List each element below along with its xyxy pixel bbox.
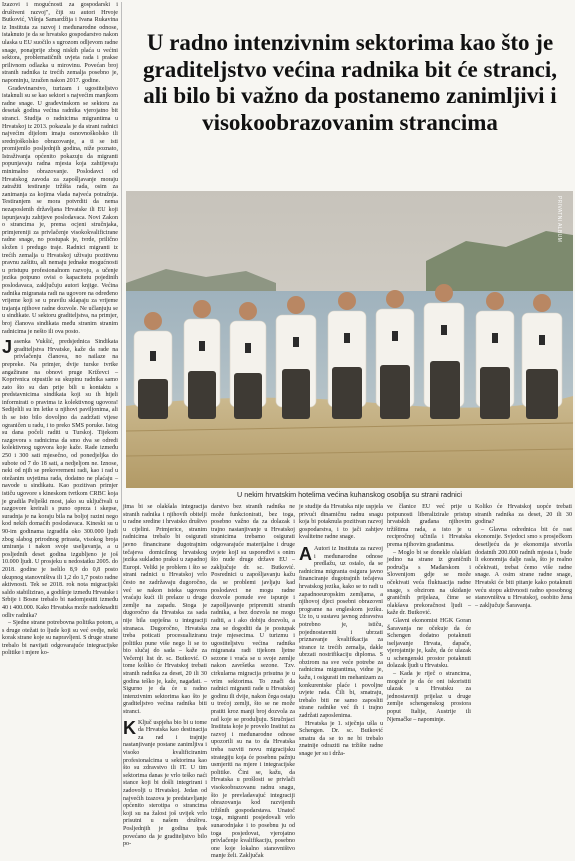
column-paragraph: – Moglo bi se donekle olakšati jedino na strane iz graničnih područja s Mađarskom i Slovenijom gdje se može očekivati veća fluktuacija radne snage, s obzirom na ukidanje graničnih prijelaza, čime se olakšava prekoračnost ljudi – kaže dr. Butković. (387, 549, 471, 617)
column-paragraph: ve članice EU već prije u potpunosti liberalizirale pristup hrvatskih građana njihovim tržištima rada, a isto je u recipročnoj učinila i Hrvatska prema njihovim građanima. (387, 504, 471, 548)
photo-caption: U nekim hrvatskim hotelima većina kuhanskog osoblja su strani radnici (237, 490, 462, 499)
column-paragraph: – Kada je riječ o strancima, moguće je da će oni iskoristiti ulazak u Hrvatsku za jednostavniji prijelaz u druge zemlje schengenskog prostora poput Italije, Austrije ili Njemačke – napominje. (387, 671, 471, 723)
text-column-2 (211, 504, 295, 860)
left-paragraph: – Sjedne strane potrebovna politika potom, a s druge otežati to ljude koji su već ovdje, neki korak strane koje su napravljeni. S druge strane trebalo bi navijati odgovarajuće integracijske politike i mjere ko- (2, 620, 118, 657)
column-paragraph-text: Autori iz Instituta za razvoj i međunarodne odnose predlažu, uz ostalo, da se radnicima migranta osigura javno financiranje dugotrajnih tečajeva hrvatskog jezika, kako se to radi u zapadnoeuropskim zemljama, a njihovoj djeci posebni obrazovni programe na engleskom jeziku. Uz to, u sustavu javnog zdravstva potrebno je, ističu, pojednostavniti i ubrzati priznavanje kvalifikacija za strance iz trećih zemalja, dakle ubrzati nostrifikaciju diploma. S obzirom na sve veće potrebe za radnicima migrantima, vidne je, kažu, i osigurati im mehanizam za konkurentske plaće i povoljne uvjete rada. Čili bi, smatraju, trebalo biti ne samo zaposliti strane radnike već ih i trajno zadržati zaposlenima. (299, 545, 383, 720)
column-paragraph: Koliko će Hrvatskoj uopće trebati stranih radnika za deset, 20 ili 30 godina? (475, 504, 572, 526)
column-paragraph: je studije da Hrvatska nije uspjela privući dinamičnu radnu snagu koja bi potaknula pozitivan razvoj gospodarstva, i to jači zahtjev kvalitetne radne snage. (299, 504, 383, 541)
column-paragraph: Glavni ekonomist HGK Goran Šaravanja ne očekuje da će Schengen dodatno potaknuti iseljavanje Hrvata, dapače, vjerojatnije je, kaže, da će ulazak u schengenski prostor potaknuti dolazak ljudi u Hrvatsku. (387, 617, 471, 670)
left-paragraph-text: asenka Vukšić, predsjednica Sindikata graditeljstva Hrvatske, kaže da rade na privlačenju članova, no nailaze na prepreke. Na primjer, dvije turske tvrtke angažirane na obnovi pruge Križevci – Koprivnica otpustile su skupinu radnika samo zato što su dan prije bili u kontaktu s predstavnicima sindikata koji su ih htjeli informirati o pravima iz kolektivnog ugovora! Sedijelili su im letke u njihovi paviljonima, ali ih se isto bilo dovoljno da zadržati vijese ograničen u radu, i to preko SMS poruke. Istog su dana počeli raditi u Turskoj. Tijekom razgovora s radnicima da smo dva se odredi kolektivnog ugovora koje kaže. Rade između 250 i 300 sati mjesečno, od ponedjeljka do subote od 7 do 18 sati, a nedjeljom ne. Iznose, neki od njih se prekovremeni radi, kao i rad u otežanim uvjetima rada, dodatno ne plaćaju – navode u sindikatu. Kao pozitivan primjer ističu ugovore s kineskom tvrtkom CRBC koja je gradila Pelješki most, jako su uključivali u razgovore kreirali s puno opreza i skepse, suradnja je na koraju bila na boljoj razini nego kod nekih domaćih poslodavaca. Kineski su u 90-im godinama izgradila oko 300.000 ljudi zbog slabog prirodnog prirasta, visokog broja umiranja i nakon svoje useljavanja, a u posljednih deset godina izgubljeno je još 10.000 ljudi. U prosjeku u nedostatku 2005. do 2018. godine je iselilo 8,9 do 0,8 posto ukupnog stanovništva ili 1,2 do 1,7 posto radne aktivnosti. Tek se 2018. rok nota migracijski saldo stabilizirao, a godišnje između Hrvatske i Srbije i Bosne trebalo bi nadomjestiti između 40 i 400.000. Kako Hrvatska može nadoknaditi odliv radnika? (2, 339, 118, 619)
column-paragraph-text: Ključ uspjeha bio bi u tome da Hrvatska kao destinacija za rad i trajnije nastanjivanje postane zanimljiva i visoko kvalificiranim profesionalcima u sektorima kao što su zdravstvo ili IT. U tim sektorima danas je vrlo teško naći stance koji bi došli integrirani i zadovolji u Hrvatskoj. Jedan od najvećih izazova je predstavljanje općenito sterotipa o strancima koji su na žalost još uvijek vrlo prisutni u našem društvu. Posljednjih je godina ipak povećano da je graditeljstvo bilo po- (123, 719, 207, 848)
left-paragraph: Izazovi i mogućnosti za gospodarski i društveni razvoj", čiji su autori Hrvoje Butković, Višnja Samardžija i Ivana Rukavina iz Instituta za razvoj i međunarodne odnose, istaknuto je da se hrvatsko gospodarstvo nakon ulaska u EU suočilo s ugrozom odljevom radne snage, ponajprije zbog niskih plaća u većini sektora, problematičnih uvjeta rada i prakse prilivnom odlazka u mirovinu. Povećan broj stranih radnika iz trećih zemalja posebno je, napominju, izražen nakon 2017. godine. (2, 2, 118, 84)
column-paragraph: darstvo bez stranih radnika ne može funkcionirati, bez toga, posebno važno da za dolazak i trajno nastanjivanje u Hrvatskoj stranicima trebamo osigurati odgovarajuće materijalne i druge uvjete kojI su uspoređivi s onim što nude druge države EU – zaključuje dr. sc. Butković. Posrednici u zapošljavanju kažu da se problemi javljaju kad poslodavci ne mogu radne dozvole ponude sve ispunje i zapošljavanje pripremiti stranih radnika, a bez dozvola ne mogu raditi, a i ako dobiju dozvolu, a zna se dogoditi da je postupak traje mjesecima. U turizmu i ugostiteljstvu većina radnika migranata radi tijekom ljetne sezone i vraća se u svoje zemlje nakon završetka sezone. Tzv. cirkularna migracija prisutna je u vrim sektorima. To znači da radnici migranti rade u Hrvatskoj godinu ili dvije, nakon čega ostaju u trećoj zemlji, što se ne može pratiti kroz manji broj dozvola za rad koje se produljuju. Stručnjaci Instituta koje je provelo Institut za razvoj i međunarodne odnose upozorili su na to da Hrvatska treba razviti novu migracijsku strategiju koja će posebnu pažnju usmjeriti na mjere i integracijske politike. Čini se, kažu, da Hrvatska u prošlosti se privlači visokoobrazovanu radnu snagu, što je prevladavajuć integraciji obrazovanja kod razvijenih tržišnih gospodarstava. Unatoč toga, migranti posjedovali vrlo sunarodnjake i to posebnu ju od toga posjedovat, vjerojatno privlačenje kvalifikaciju, posebno one koje lokalno stanovništvo manje želi. Zaključak (211, 504, 295, 860)
text-column-5 (475, 504, 572, 816)
drop-cap-k: K (123, 717, 136, 738)
left-text-column (2, 2, 118, 816)
column-paragraph-dropcap (299, 543, 383, 721)
text-column-4 (387, 504, 471, 816)
column-divider (121, 2, 122, 816)
left-paragraph-dropcap (2, 339, 118, 620)
column-paragraph: Hrvatska je 1. siječnja ušla u Schengen. Dr. sc. Butković smatra da se to ne bi trebalo znatnije odraziti na tržište radne snage jer su i drža- (299, 720, 383, 757)
text-column-3 (299, 504, 383, 816)
column-paragraph: – Glavna odrednica bit će rast ekonomije. Svjedoci smo s prosječkom desetljeću da je ekonomija stvorila dodatnih 200.000 radnih mjesta i, bude li ekonomija dalje rasla, što je realno očekivati, trebat ćemo više radne snage. A osim strane radne snage, Hrvatski će biti pitanje kako potaknuti veću stopu aktivnosti radno sposobnog stanovništva u Hrvatskoj, osobito žena – zaključuje Šaravanja. (475, 526, 572, 609)
text-column-1 (123, 504, 207, 848)
photo-credit: PRIVATNI ALBUM (556, 196, 562, 243)
drop-cap-j: J (2, 337, 13, 358)
column-paragraph: jima bi se olakšala integracija stranih radnika i njihovih obitelji u radne sredine i hrvatsko društvo u cijelini. Primjerice, stranim radnicima trebalo bi osigurati javno financirane dugotrajnim tečajeva domicilnog hrvatskog jezika sukladno praksi u zapadnoj Europi. Veliki je problem i što se strani radnici u Hrvatskoj vrlo često ne zadržavaju dugoročno, već se nakon isteka ugovora vraćaju kući ili prelaze u druge zemlje na zapadu. Stoga je dugoročno da Hrvatska za sada nije bila uspješna u integraciji stranaca. Dugoročno, Hrvatska treba poticati procesualiziranu politiku pune više nego li se to bio slučaj do sada – kaže za Večernji list dr. sc. Butković. O tome koliko će Hrvatskoj trebati stranih radnika za deset, 20 ili 30 godina teško je, kaže, nagađati. – Sigurno je da će u radno intenzivnim sektorima kao što je graditeljstvo većina radnika biti stranci. (123, 504, 207, 716)
column-paragraph-dropcap (123, 717, 207, 849)
article-headline: U radno intenzivnim sektorima kao što je graditeljstvo većina radnika bit će stranci, ali bilo bi važno da postanemo zanimljivi i visokoobrazovanim strancima (143, 30, 557, 135)
left-paragraph: Građevinarstvo, turizam i ugostiteljstvo istaknuli su se kao sektori s najvećim manjkom radne snage. U građevinskom se sektoru za desetak godina većina radnika vjerojatno bit stranci. Studija o radnicima migrantima u Hrvatskoj iz 2013. pokazala je da strani radnici najvećim dijelom imaju osnovnoškolsko ili srednjoškolsko obrazovanje, a ti se isti promijenilo posljednjih godina, niže poznato, Istraživanja općenito pokazuju da migranti popunjavaju radna mjesta koja zahtijevaju minimalno obrazovanje. Poslodavci od Hrvatskog zavoda za zapošljavanje moraju zatražiti testiranje tržišta rada, osim za zanimanja za kojima vlada najveća potražnja. Testiranjem se mora potvrditi da nema nezaposlenih državljana Hrvatske ili EU koji ispunjavaju zahtjeve poslodavaca. Novi Zakon o strancima je, prema ocjeni stručnjaka, primjereniji za privlačenje visokokvalificirane radne snage, no postupak je, tvrde, prilično složen i predugo traje. Radnici migranti iz trećih zemalja u Hrvatskoj uživaju pozitivnu pravnu zaštitu, ali nemaju jednake mogućnosti u pristupu profesionalnom razvoju, a učenje jezika potpuno ovisi o kapacitetu pojedinih poslodavaca, zaključuju autori knjige. Većina radnika migranata radi na ugovore na određeno vrijeme koji se u pravilu sklapaju za vrijeme trajanja njihove radne dozvole. Ne učlanjuju se u sindikate. U sektoru graditeljstva, na primjer, broj članova sindikata među stranim stranim radnicima je nešto ili ova posto. (2, 85, 118, 335)
drop-cap-a: A (299, 543, 312, 564)
article-photo (126, 191, 573, 488)
